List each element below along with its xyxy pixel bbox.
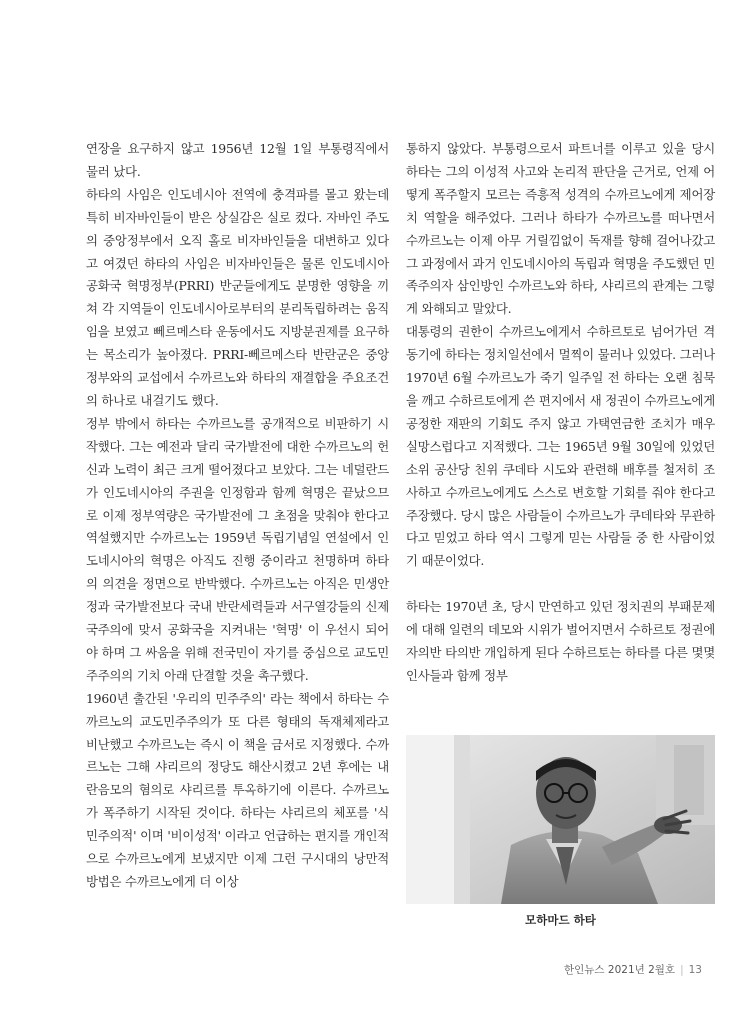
- publication-title: 한인뉴스 2021년 2월호: [564, 964, 676, 976]
- paragraph: 정부 밖에서 하타는 수까르노를 공개적으로 비판하기 시작했다. 그는 예전과 달리 국가발전에 대한 수까르노의 헌신과 노력이 최근 크게 떨어졌다고 보았다. 그는 네덜란드가 인도네시아의 주권을 인정함과 함께 혁명은 끝났으므로 이제 정부역량은 국가발전에 그 초점을 맞춰야 한다고 역설했지만 수까르노는 1959년 독립기념일 연설에서 인도네시아의 혁명은 아직도 진행 중이라고 천명하며 하타의 의견을 정면으로 반박했다. 수까르노는 아직은 민생안정과 국가발전보다 국내 반란세력들과 서구열강들의 신제국주의에 맞서 공화국을 지켜내는 '혁명' 이 우선시 되어야 하며 그 싸움을 위해 전국민이 자기를 중심으로 교도민주주의의 기치 아래 단결할 것을 촉구했다.: [86, 415, 389, 683]
- paragraph: 대통령의 권한이 수까르노에게서 수하르토로 넘어가던 격동기에 하타는 정치일선에서 멀찍이 물러나 있었다. 그러나 1970년 6월 수까르노가 죽기 일주일 전 하타는 오랜 침묵을 깨고 수하르토에게 쓴 편지에서 새 정권이 수까르노에게 공정한 재판의 기회도 주지 않고 가택연금한 조치가 매우 실망스럽다고 지적했다. 그는 1965년 9월 30일에 있었던 소위 공산당 친위 쿠데타 시도와 관련해 배후를 철저히 조사하고 수까르노에게도 스스로 변호할 기회를 줘야 한다고 주장했다. 당시 많은 사람들이 수까르노가 쿠데타와 무관하다고 믿었고 하타 역시 그렇게 믿는 사람들 중 한 사람이었기 때문이었다.: [406, 324, 715, 569]
- portrait-photo: [406, 735, 715, 904]
- footer-separator: |: [680, 964, 684, 976]
- left-article-column: [86, 138, 389, 894]
- paragraph: 연장을 요구하지 않고 1956년 12월 1일 부통령직에서 물러 났다.: [86, 141, 389, 179]
- paragraph: 통하지 않았다. 부통령으로서 파트너를 이루고 있을 당시 하타는 그의 이성적 사고와 논리적 판단을 근거로, 언제 어떻게 폭주할지 모르는 즉흥적 성격의 수까르노에게 제어장치 역할을 해주었다. 그러나 하타가 수까르노를 떠나면서 수까르노는 이제 아무 거릴낌없이 독재를 향해 걸어나갔고 그 과정에서 과거 인도네시아의 독립과 혁명을 주도했던 민족주의자 삼인방인 수까르노와 하타, 샤리르의 관계는 그렇게 와해되고 말았다.: [406, 141, 715, 317]
- page-footer: [564, 962, 702, 977]
- paragraph: 1960년 출간된 '우리의 민주주의' 라는 책에서 하타는 수까르노의 교도민주주의가 또 다른 형태의 독재체제라고 비난했고 수까르노는 즉시 이 책을 금서로 지정했다. 수까르노는 그해 샤리르의 정당도 해산시켰고 2년 후에는 내란음모의 혐의로 샤리르를 투옥하기에 이른다. 수까르노가 폭주하기 시작된 것이다. 하타는 샤리르의 체포를 '식민주의적' 이며 '비이성적' 이라고 언급하는 편지를 개인적으로 수까르노에게 보냈지만 이제 그런 구시대의 낭만적 방법은 수까르노에게 더 이상: [86, 690, 389, 889]
- photo-caption: 모하마드 하타: [525, 913, 596, 927]
- right-article-column: [406, 138, 715, 688]
- portrait-photo-illustration: [406, 735, 715, 904]
- paragraph-spacer: [406, 573, 715, 596]
- page-number: 13: [688, 964, 702, 976]
- paragraph: 하타는 1970년 초, 당시 만연하고 있던 정치권의 부패문제에 대해 일련의 데모와 시위가 벌어지면서 수하르토 정권에 자의반 타의반 개입하게 된다 수하르토는 하타를 다른 몇몇 인사들과 함께 정부: [406, 599, 715, 683]
- paragraph: 하타의 사임은 인도네시아 전역에 충격파를 몰고 왔는데 특히 비자바인들이 받은 상실감은 실로 컸다. 자바인 주도의 중앙정부에서 오직 홀로 비자바인들을 대변하고 있다고 여겼던 하타의 사임은 비자바인들은 물론 인도네시아 공화국 혁명정부(PRRI) 반군들에게도 분명한 영향을 끼쳐 각 지역들이 인도네시아로부터의 분리독립하려는 움직임을 보였고 뻬르메스타 운동에서도 지방분권제를 요구하는 목소리가 높아졌다. PRRI-뻬르메스타 반란군은 중앙정부와의 교섭에서 수까르노와 하타의 재결합을 주요조건의 하나로 내걸기도 했다.: [86, 186, 389, 408]
